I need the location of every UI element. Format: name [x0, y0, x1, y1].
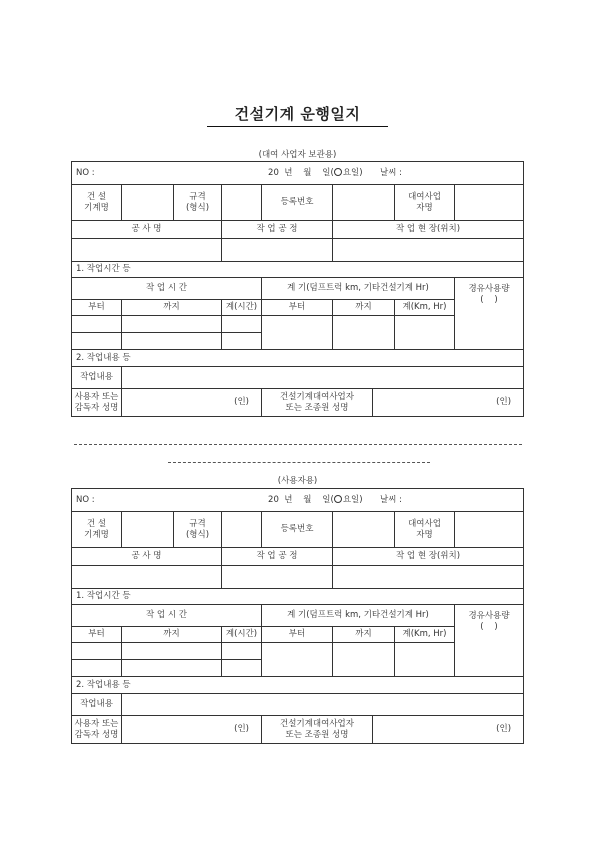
work-site-label: 작 업 현 장(위치): [333, 221, 524, 239]
operator-sign-value[interactable]: [373, 716, 524, 744]
meter-total-value[interactable]: [395, 643, 455, 677]
fuel-paren: ( ): [480, 294, 498, 305]
circle-mark: [334, 495, 342, 503]
meter-to-label: 까지: [333, 627, 395, 643]
title-area: [0, 103, 595, 128]
to-label: 까지: [122, 300, 222, 316]
operator-sign-label: 건설기계대여사업자 또는 조종원 성명: [262, 716, 373, 744]
reg-number-value[interactable]: [333, 512, 395, 548]
no-label: NO :: [76, 494, 95, 505]
fuel-usage-cell[interactable]: [455, 605, 524, 677]
user-sign-label: 사용자 또는 감독자 성명: [72, 716, 122, 744]
work-content-value[interactable]: [122, 367, 524, 389]
fuel-usage-cell[interactable]: [455, 278, 524, 350]
to-value-2[interactable]: [122, 660, 222, 677]
copy-label-user: (사용자용): [277, 476, 318, 486]
fuel-paren: ( ): [480, 621, 498, 632]
spec-label: 규격 (형식): [174, 512, 222, 548]
no-label: NO :: [76, 167, 95, 178]
section2-heading: 2. 작업내용 등: [72, 677, 524, 694]
fuel-usage-label: 경유사용량: [468, 611, 510, 621]
total-time-value[interactable]: [222, 316, 262, 333]
total-time-label: 계(시간): [222, 627, 262, 643]
work-content-label: 작업내용: [72, 694, 122, 716]
reg-number-label: 등록번호: [262, 185, 333, 221]
date-label: 20 년 월 일(: [268, 494, 334, 505]
spec-value[interactable]: [222, 185, 262, 221]
to-label: 까지: [122, 627, 222, 643]
meter-from-label: 부터: [262, 627, 333, 643]
work-time-label: 작 업 시 간: [72, 278, 262, 300]
work-content-label: 작업내용: [72, 367, 122, 389]
meter-from-value[interactable]: [262, 316, 333, 350]
date-label: 20 년 월 일(: [268, 167, 334, 178]
work-time-label: 작 업 시 간: [72, 605, 262, 627]
total-time-value[interactable]: [222, 643, 262, 660]
work-process-label: 작 업 공 정: [222, 548, 333, 566]
meter-label: 계 기(덤프트럭 km, 기타건설기계 Hr): [262, 278, 455, 300]
machine-name-label: 건 설 기계명: [72, 512, 122, 548]
rental-company-value[interactable]: [455, 512, 524, 548]
site-name-label: 공 사 명: [72, 548, 222, 566]
seal-label: (인): [234, 397, 249, 408]
from-value[interactable]: [72, 316, 122, 333]
user-sign-value[interactable]: [122, 716, 262, 744]
from-value-2[interactable]: [72, 660, 122, 677]
user-sign-label: 사용자 또는 감독자 성명: [72, 389, 122, 417]
site-name-value[interactable]: [72, 566, 222, 589]
site-name-value[interactable]: [72, 239, 222, 262]
total-time-value-2[interactable]: [222, 333, 262, 350]
meter-to-label: 까지: [333, 300, 395, 316]
machine-name-label: 건 설 기계명: [72, 185, 122, 221]
site-name-label: 공 사 명: [72, 221, 222, 239]
machine-name-value[interactable]: [122, 185, 174, 221]
meter-total-value[interactable]: [395, 316, 455, 350]
cut-line-upper: [74, 444, 522, 445]
work-process-value[interactable]: [222, 239, 333, 262]
operator-sign-value[interactable]: [373, 389, 524, 417]
work-process-value[interactable]: [222, 566, 333, 589]
from-label: 부터: [72, 300, 122, 316]
work-content-value[interactable]: [122, 694, 524, 716]
day-label: 요일): [342, 494, 363, 505]
meter-to-value[interactable]: [333, 316, 395, 350]
copy-label-rental: (대여 사업자 보관용): [258, 150, 337, 160]
section1-heading: 1. 작업시간 등: [72, 262, 524, 278]
header-row: [72, 489, 524, 512]
total-time-label: 계(시간): [222, 300, 262, 316]
section2-heading: 2. 작업내용 등: [72, 350, 524, 367]
meter-label: 계 기(덤프트럭 km, 기타건설기계 Hr): [262, 605, 455, 627]
seal-label-2: (인): [496, 397, 512, 408]
rental-company-label: 대여사업 자명: [395, 185, 455, 221]
rental-company-value[interactable]: [455, 185, 524, 221]
work-site-value[interactable]: [333, 239, 524, 262]
machine-name-value[interactable]: [122, 512, 174, 548]
cut-line-lower: [168, 462, 430, 463]
user-sign-value[interactable]: [122, 389, 262, 417]
fuel-usage-label: 경유사용량: [468, 284, 510, 294]
reg-number-label: 등록번호: [262, 512, 333, 548]
day-label: 요일): [342, 167, 363, 178]
work-site-value[interactable]: [333, 566, 524, 589]
weather-label: 날씨 :: [379, 167, 402, 178]
spec-label: 규격 (형식): [174, 185, 222, 221]
work-site-label: 작 업 현 장(위치): [333, 548, 524, 566]
to-value-2[interactable]: [122, 333, 222, 350]
log-form-rental: [71, 161, 524, 417]
meter-to-value[interactable]: [333, 643, 395, 677]
meter-total-label: 계(Km, Hr): [395, 627, 455, 643]
meter-total-label: 계(Km, Hr): [395, 300, 455, 316]
section1-heading: 1. 작업시간 등: [72, 589, 524, 605]
from-value-2[interactable]: [72, 333, 122, 350]
header-row: [72, 162, 524, 185]
work-process-label: 작 업 공 정: [222, 221, 333, 239]
seal-label-2: (인): [496, 724, 512, 735]
meter-from-label: 부터: [262, 300, 333, 316]
total-time-value-2[interactable]: [222, 660, 262, 677]
to-value[interactable]: [122, 643, 222, 660]
from-value[interactable]: [72, 643, 122, 660]
rental-company-label: 대여사업 자명: [395, 512, 455, 548]
title-underline: [207, 126, 388, 127]
circle-mark: [334, 168, 342, 176]
weather-label: 날씨 :: [379, 494, 402, 505]
document-title: 건설기계 운행일지: [234, 105, 361, 123]
reg-number-value[interactable]: [333, 185, 395, 221]
from-label: 부터: [72, 627, 122, 643]
to-value[interactable]: [122, 316, 222, 333]
spec-value[interactable]: [222, 512, 262, 548]
meter-from-value[interactable]: [262, 643, 333, 677]
seal-label: (인): [234, 724, 249, 735]
log-form-user: [71, 488, 524, 744]
operator-sign-label: 건설기계대여사업자 또는 조종원 성명: [262, 389, 373, 417]
